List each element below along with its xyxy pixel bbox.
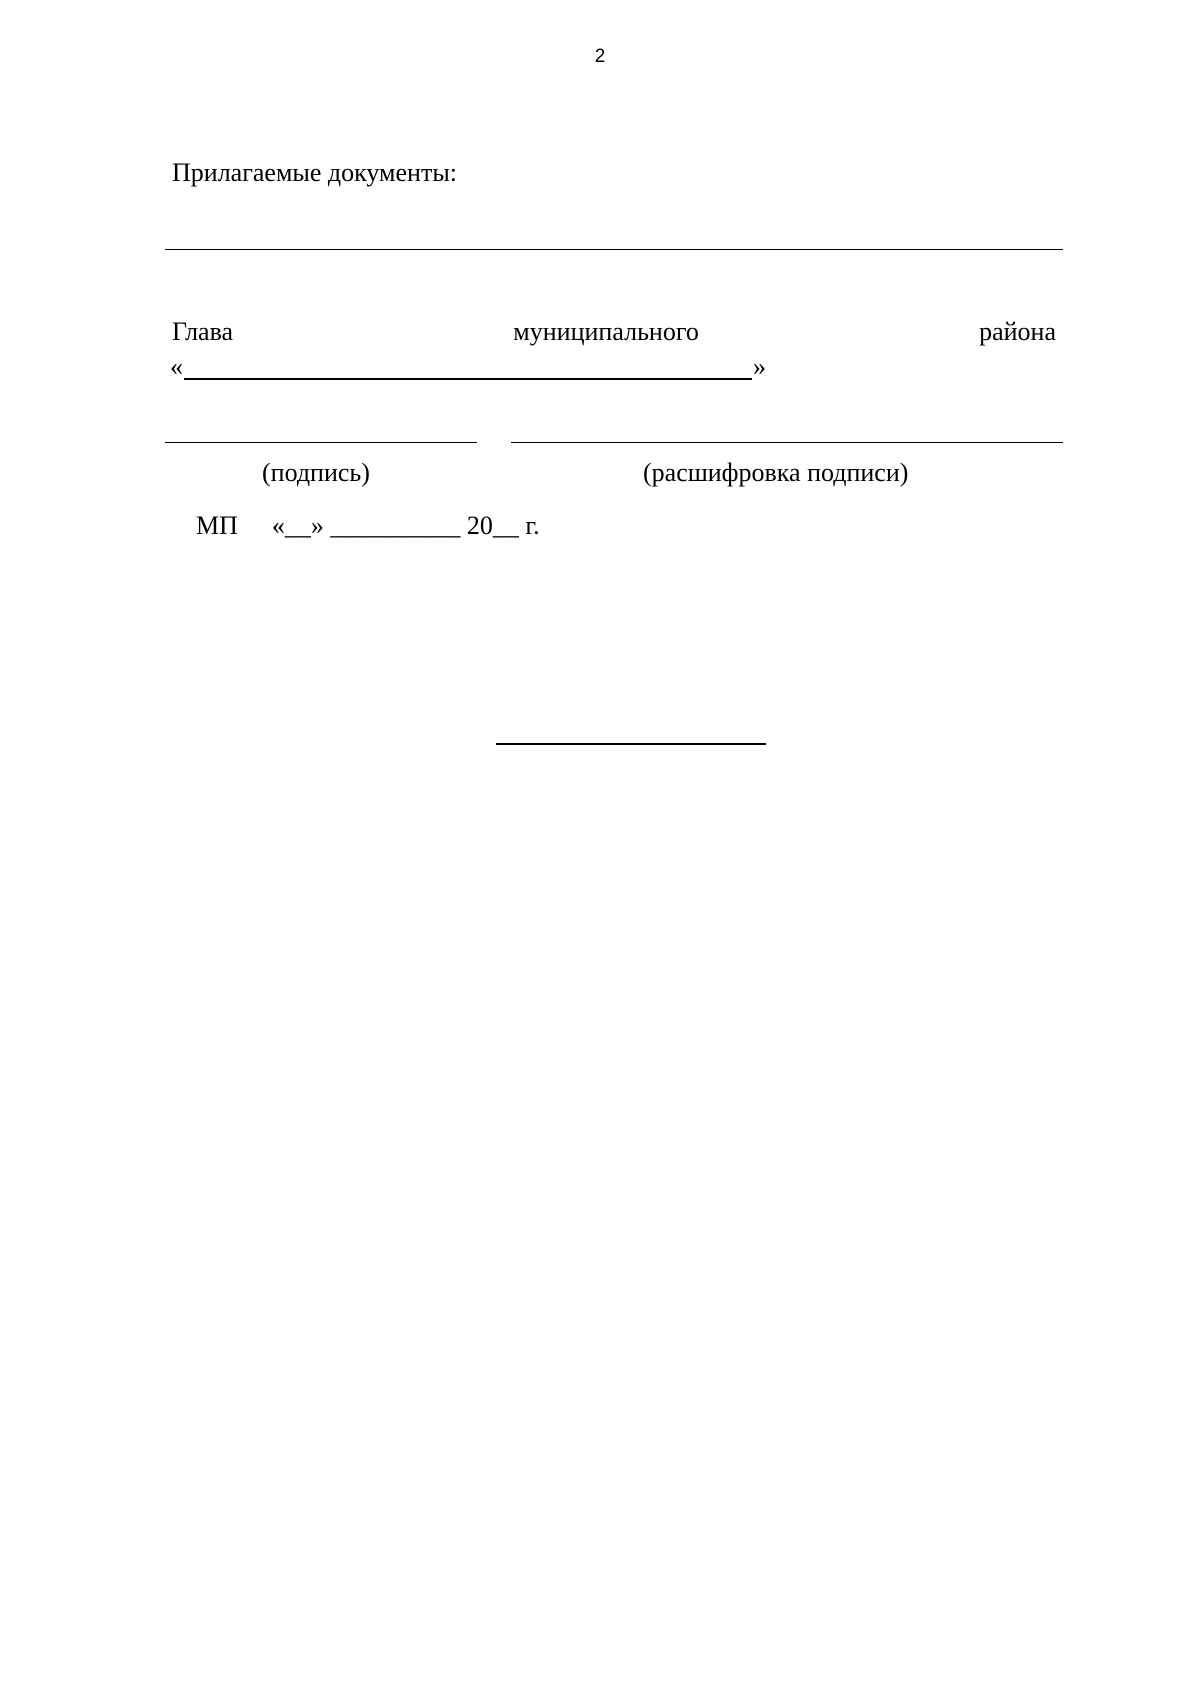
- district-name-row: [170, 352, 766, 382]
- date-blank: «__» __________ 20__ г.: [271, 511, 540, 540]
- attached-documents-label: Прилагаемые документы:: [172, 158, 458, 187]
- signature-line: [165, 442, 477, 443]
- head-word-municipal: муниципального: [513, 317, 699, 346]
- signature-decode-caption: (расшифровка подписи): [643, 458, 909, 487]
- page-number: 2: [594, 46, 606, 67]
- attached-documents-line: [165, 249, 1063, 250]
- quote-open: «: [170, 352, 183, 381]
- signature-decode-line: [511, 442, 1063, 443]
- head-word-district: района: [979, 317, 1056, 346]
- district-name-blank: [184, 352, 752, 380]
- head-title-row: [172, 317, 1056, 347]
- stamp-date-row: [196, 511, 540, 541]
- document-end-line: [496, 743, 766, 745]
- stamp-mp-label: МП: [196, 511, 238, 540]
- signature-caption: (подпись): [262, 458, 370, 487]
- quote-close: »: [753, 352, 766, 381]
- head-word-glava: Глава: [172, 317, 234, 346]
